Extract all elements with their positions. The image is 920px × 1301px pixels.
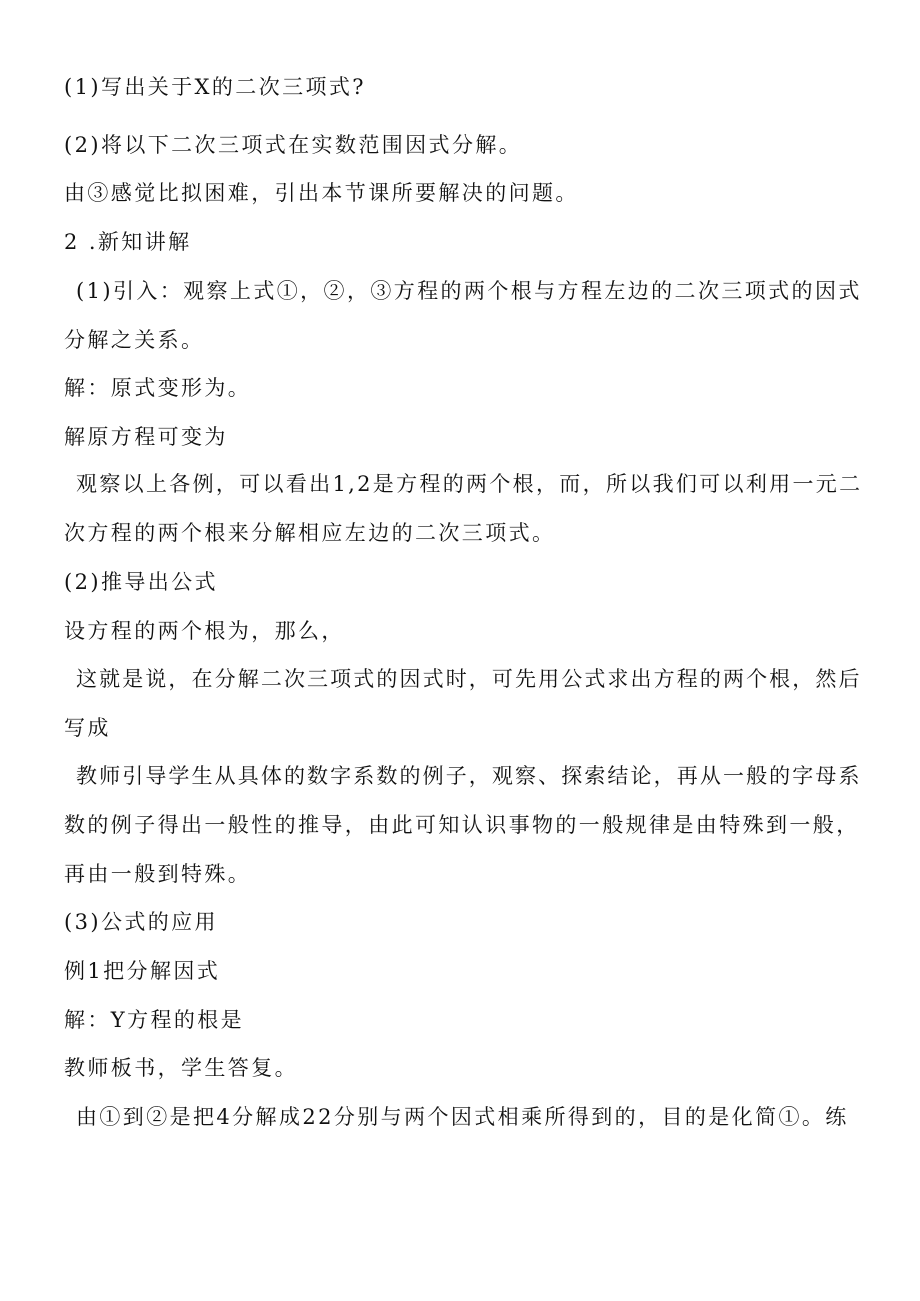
paragraph-line: 设方程的两个根为，那么，: [64, 619, 345, 643]
paragraph-line: (2)将以下二次三项式在实数范围因式分解。: [64, 133, 523, 157]
subsection-heading: (3)公式的应用: [64, 910, 218, 934]
paragraph-line: 再由一般到特殊。: [64, 862, 252, 886]
subsection-heading: (2)推导出公式: [64, 570, 218, 594]
paragraph-line: 教师引导学生从具体的数字系数的例子，观察、探索结论，再从一般的字母系: [76, 764, 862, 788]
paragraph-line: 观察以上各例，可以看出1,2是方程的两个根，而，所以我们可以利用一元二: [76, 472, 863, 496]
paragraph-line: 解：Y方程的根是: [64, 1008, 245, 1032]
paragraph-line: 数的例子得出一般性的推导，由此可知认识事物的一般规律是由特殊到一般，: [64, 813, 860, 837]
paragraph-line: 分解之关系。: [64, 328, 205, 352]
paragraph-line: (1)写出关于X的二次三项式?: [64, 75, 366, 99]
paragraph-line: 写成: [64, 716, 111, 740]
paragraph-line: 由③感觉比拟困难，引出本节课所要解决的问题。: [64, 181, 579, 205]
paragraph-line: 解原方程可变为: [64, 425, 228, 449]
example-title: 例1把分解因式: [64, 959, 221, 983]
paragraph-line: 解：原式变形为。: [64, 376, 252, 400]
paragraph-line: 次方程的两个根来分解相应左边的二次三项式。: [64, 521, 556, 545]
paragraph-line: 这就是说，在分解二次三项式的因式时，可先用公式求出方程的两个根，然后: [76, 667, 862, 691]
paragraph-line: 由①到②是把4分解成22分别与两个因式相乘所得到的，目的是化简①。练: [76, 1105, 849, 1129]
section-heading: 2 .新知讲解: [64, 230, 192, 254]
paragraph-line: (1)引入：观察上式①，②，③方程的两个根与方程左边的二次三项式的因式: [76, 279, 862, 303]
paragraph-line: 教师板书，学生答复。: [64, 1056, 298, 1080]
